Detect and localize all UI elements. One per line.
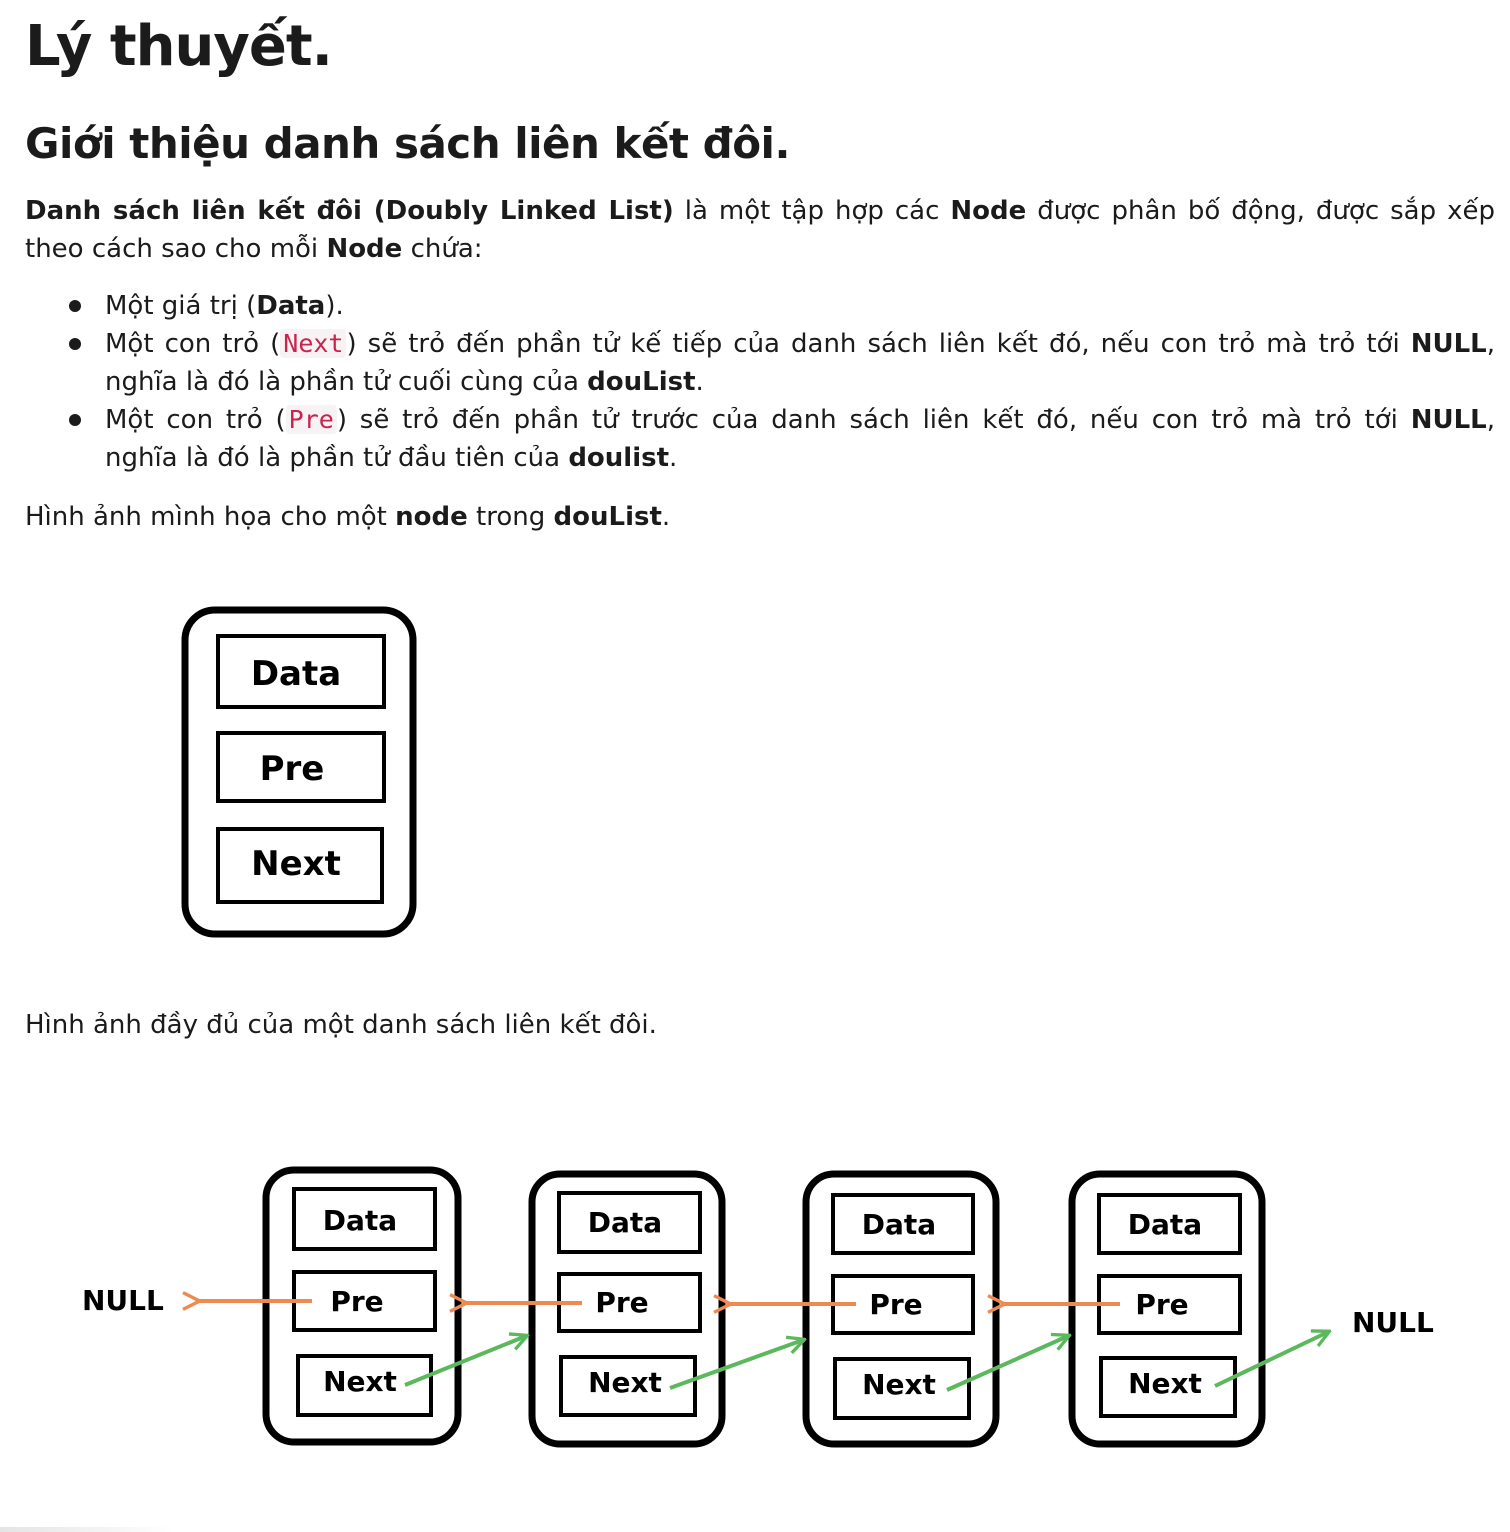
term-doubly-linked-list: Danh sách liên kết đôi (Doubly Linked List) bbox=[25, 196, 674, 226]
node-2-pre-label: Pre bbox=[595, 1286, 649, 1319]
node-2-next-label: Next bbox=[588, 1366, 662, 1399]
field-label-next: Next bbox=[251, 844, 341, 884]
null-right-label: NULL bbox=[1352, 1306, 1434, 1339]
code-pre: Pre bbox=[286, 405, 337, 434]
node-3-data-label: Data bbox=[861, 1208, 937, 1241]
list-item: Một con trỏ ( Pre ) sẽ trỏ đến phần tử trước của danh sách liên kết đó, nếu con trỏ mà trỏ tới NULL, nghĩa là đó là phần tử đầu tiên của doulist. bbox=[25, 401, 1495, 477]
node-fields-list bbox=[25, 287, 1495, 477]
node-4-pre-label: Pre bbox=[1135, 1288, 1189, 1321]
list-node-4 bbox=[1072, 1174, 1262, 1444]
bottom-divider bbox=[0, 1527, 175, 1532]
caption-full-list: Hình ảnh đầy đủ của một danh sách liên kết đôi. bbox=[25, 1010, 657, 1040]
list-node-3 bbox=[806, 1174, 996, 1444]
field-label-data: Data bbox=[250, 654, 342, 694]
node-1-data-label: Data bbox=[322, 1204, 398, 1237]
null-left-label: NULL bbox=[82, 1284, 164, 1317]
section-heading: Giới thiệu danh sách liên kết đôi. bbox=[25, 119, 790, 168]
list-item: Một con trỏ ( Next ) sẽ trỏ đến phần tử kế tiếp của danh sách liên kết đó, nếu con trỏ mà trỏ tới NULL, nghĩa là đó là phần tử cuối cùng của douList. bbox=[25, 325, 1495, 401]
node-4-data-label: Data bbox=[1127, 1208, 1203, 1241]
node-3-pre-label: Pre bbox=[869, 1288, 923, 1321]
node-3-next-label: Next bbox=[862, 1368, 936, 1401]
caption-single-node: Hình ảnh mình họa cho một node trong douList. bbox=[25, 502, 671, 532]
node-4-next-label: Next bbox=[1128, 1367, 1202, 1400]
node-1-pre-label: Pre bbox=[330, 1285, 384, 1318]
list-item: Một giá trị (Data). bbox=[25, 287, 1495, 325]
linked-list-diagram bbox=[0, 1150, 1510, 1460]
list-node-2 bbox=[532, 1174, 722, 1444]
field-label-pre: Pre bbox=[259, 749, 325, 789]
code-next: Next bbox=[280, 329, 346, 358]
intro-paragraph: Danh sách liên kết đôi (Doubly Linked List) là một tập hợp các Node được phân bố động, được sắp xếp theo cách sao cho mỗi Node chứa: bbox=[25, 196, 1495, 264]
node-diagram bbox=[180, 605, 420, 940]
node-1-next-label: Next bbox=[323, 1365, 397, 1398]
page-title: Lý thuyết. bbox=[25, 14, 332, 79]
list-node-1 bbox=[266, 1170, 458, 1442]
node-2-data-label: Data bbox=[587, 1206, 663, 1239]
